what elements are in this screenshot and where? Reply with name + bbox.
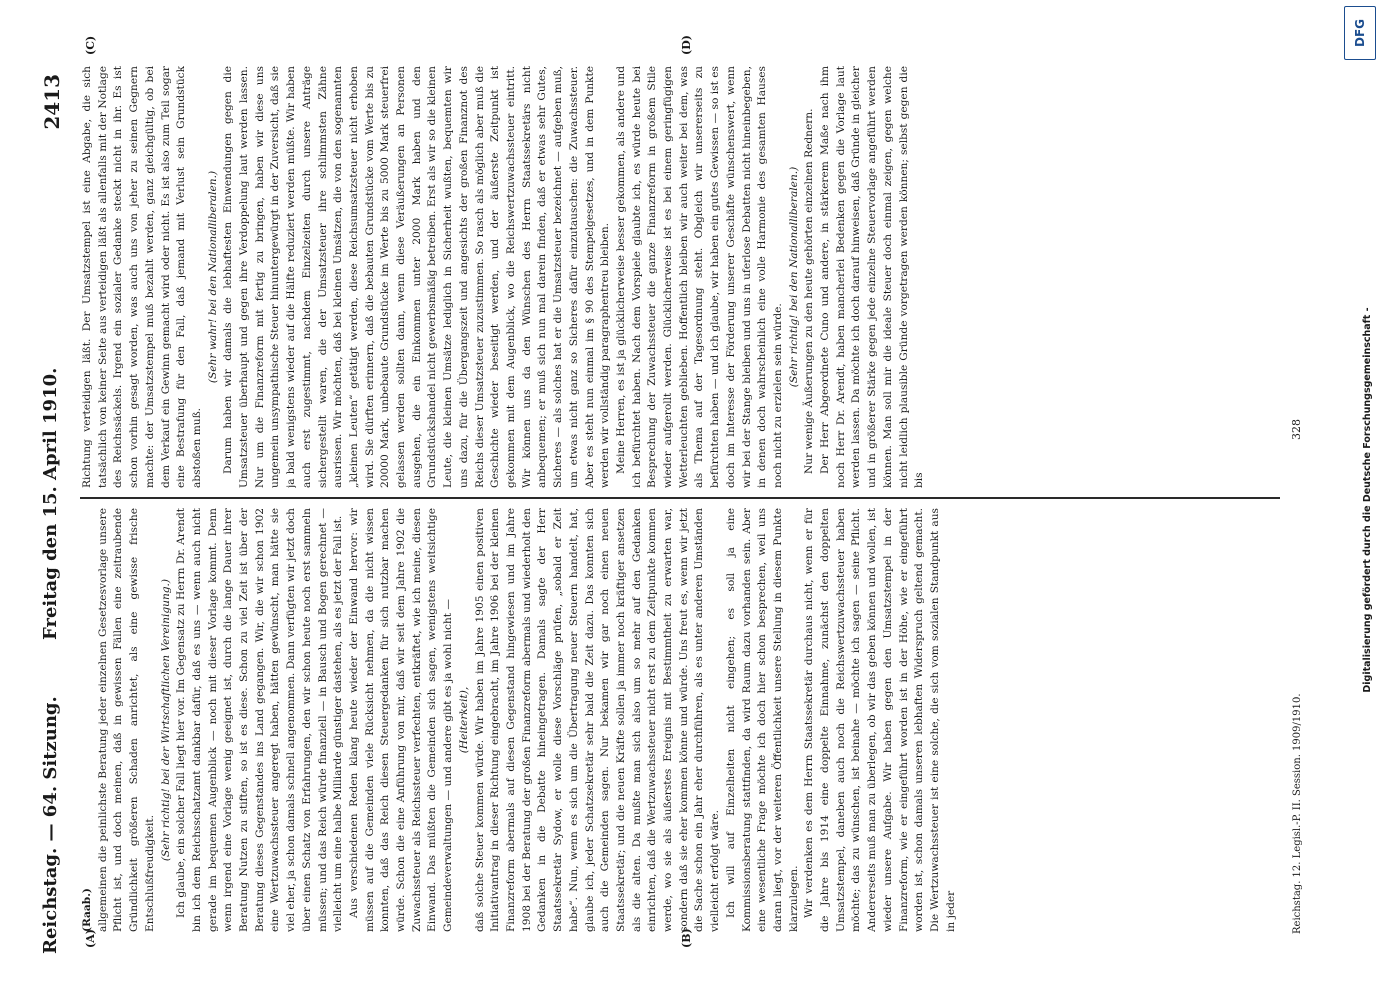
header-session: Reichstag. — 64. Sitzung.	[40, 696, 61, 954]
paragraph: Der Herr Abgeordnete Cuno und andere, in stärkerem Maße nach ihm noch Herr Dr. Arendt, haben mancherlei Bedenken gegen die Vorlage laut werden lassen. Da möchte ich doch darauf hinweisen, daß Gründe in gleicher und in größerer Stärke gegen jede einzelne Steuervorlage angeführt werden können. Man soll mir die ideale Steuer doch einmal zeigen, gegen welche nicht leidlich plausible Gründe vorgetragen werden können; selbst gegen die bis	[819, 66, 926, 488]
speaker-tag: (Raab.)	[81, 888, 93, 932]
interjection: (Sehr richtig! bei der Wirtschaftlichen Vereinigung.)	[159, 578, 172, 862]
margin-letter-a: (A)	[84, 929, 97, 948]
page-footer: Reichstag. 12. Legisl.-P. II. Session. 1909/1910.	[1292, 693, 1303, 934]
page-number: 2413	[40, 74, 64, 130]
paragraph: Meine Herren, es ist ja glücklicherweise besser gekommen, als andere und ich befürchtet haben. Nach dem Vorspiele glaubte ich, es würde heute bei Besprechung der Zuwachssteuer die ganze Finanzreform in großem Stile wieder aufgerollt werden. Glücklicherweise ist es bei einem geringfügigen Wetterleuchten geblieben. Hoffentlich bleiben wir auch weiter bei dem, was als Thema auf der Tagesordnung steht. Obgleich wir unsererseits zu befürchten haben — und ich glaube, wir haben ein gutes Gewissen — so ist es doch im Interesse der Förderung unserer Geschäfte wünschenswert, wenn wir bei der Stange bleiben und uns in uferlose Debatten nicht hineinbegeben, in denen doch wahrscheinlich eine volle Harmonie des gesamten Hauses noch nicht zu erzielen sein würde.	[614, 66, 784, 488]
paragraph: allgemeinen die peinlichste Beratung jeder einzelnen Gesetzesvorlage unsere Pflicht ist, und doch meinen, daß in gewissen Fällen eine zeitraubende Gründlichkeit größeren Schaden anrichtet, als eine gewisse frische Entschlußfreudigkeit.	[96, 508, 156, 932]
paragraph: Aus verschiedenen Reden klang heute wieder der Einwand hervor: wir müssen auf die Gemeinden viele Rücksicht nehmen, da die nicht wissen konnten, daß das Reich diesen Steuergedanken für sich nutzbar machen würde. Schon die eine Anführung von mir, daß wir seit dem Jahre 1902 die Zuwachssteuer als Reichssteuer verfechten, entkräftet, wie ich meine, diesen Einwand. Das müßten die Gemeinden sich sagen, wenigstens weitsichtige Gemeindeverwaltungen — und andere gibt es ja wohl nicht —	[347, 508, 455, 932]
paragraph: Richtung verteidigen läßt. Der Umsatzstempel ist eine Abgabe, die sich tatsächlich von keiner Seite aus verteidigen läßt als allenfalls mit der Notlage des Reichssäckels. Irgend ein sozialer Gedanke steckt nicht in ihr. Es ist schon vorhin gesagt worden, was auch uns von jeher zu seinen Gegnern machte: der Umsatzstempel muß bezahlt werden, ganz gleichgültig, ob bei dem Verkauf ein Gewinn gemacht wird oder nicht. Es ist also zum Teil sogar eine Bestrafung für den Fall, daß jemand mit Verlust sein Grundstück abstoßen muß.	[81, 66, 203, 488]
interjection: (Sehr wahr! bei den Nationalliberalen.)	[206, 170, 219, 384]
margin-letter-d: (D)	[680, 35, 693, 55]
digitization-credit: Digitalisierung gefördert durch die Deutsche Forschungsgemeinschaft -	[1362, 307, 1373, 693]
margin-letter-c: (C)	[84, 35, 97, 55]
paragraph: Nur wenige Äußerungen zu den heute gehörten einzelnen Rednern.	[803, 108, 816, 474]
paragraph: Wir verdenken es dem Herrn Staatssekretär durchaus nicht, wenn er für die Jahre bis 1914 eine doppelte Einnahme, zunächst den doppelten Umsatzstempel, daneben auch noch die Reichswertzuwachssteuer haben möchte; das zu wünschen, ist beinahe — möchte ich sagen — seine Pflicht. Andererseits muß man zu überlegen, ob wir das geben können und wollen, ist wieder unsere Aufgabe. Wir haben gegen den Umsatzstempel in der Finanzreform, wie er eingeführt worden ist in der Höhe, wie er eingeführt worden ist, schon damals unseren lebhaften Widerspruch geltend gemacht. Die Wertzuwachssteuer ist eine solche, die sich vom sozialen Standpunkt aus in jeder	[803, 508, 957, 932]
paragraph: Ich will auf Einzelheiten nicht eingehen; es soll ja eine Kommissionsberatung stattfinden, da wird Raum dazu vorhanden sein. Aber eine wesentliche Frage möchte ich doch hier schon besprechen, weil uns daran liegt, vor der weiteren Öffentlichkeit unsere Stellung in diesem Punkte klarzulegen.	[724, 508, 800, 932]
margin-letter-b: (B)	[680, 928, 693, 948]
paragraph: Ich glaube, ein solcher Fall liegt hier vor. Im Gegensatz zu Herrn Dr. Arendt bin ich dem Reichsschatzamt dankbar dafür, daß es uns — wenn auch nicht gerade im bequemen Augenblick — noch mit dieser Vorlage kommt. Denn wenn irgend eine Vorlage wenig geeignet ist, durch die lange Dauer ihrer Beratung Nutzen zu stiften, so ist es diese. Schon zu viel Zeit ist über der Beratung dieses Gegenstandes ins Land gegangen. Wir, die wir schon 1902 eine Wertzuwachssteuer angeregt haben, hätten gewünscht, man hätte sie viel eher, ja schon damals schnell angenommen. Dann verfügten wir jetzt doch über einen Schatz von Erfahrungen, den wir schon heute noch erst sammeln müssen; und das Reich würde finanziell — in Bausch und Bogen gerechnet — vielleicht um eine halbe Milliarde günstiger dastehen, als es jetzt der Fall ist.	[175, 508, 345, 932]
column-divider	[80, 497, 1280, 499]
running-header	[40, 0, 76, 1000]
dfg-logo: DFG	[1344, 6, 1376, 60]
left-column	[80, 508, 1280, 932]
page-stamp: 328	[1290, 419, 1303, 440]
paragraph: daß solche Steuer kommen würde. Wir haben im Jahre 1905 einen positiven Initiativantrag in dieser Richtung eingebracht, im Jahre 1906 bei der kleinen Finanzreform abermals auf diesen Gegenstand hingewiesen und im Jahre 1908 bei der Beratung der großen Finanzreform abermals und wiederholt den Gedanken in die Debatte hineingetragen. Damals sagte der Herr Staatssekretär Sydow, er wolle diese Vorschläge prüfen, „sobald er Zeit habe“. Nun, wenn es sich um die Übertragung neuer Steuern handelt, hat, glaube ich, jeder Schatzsekretär sehr bald die Zeit dazu. Das konnten sich auch die Gemeinden sagen. Nur bekamen wir gar noch einen neuen Staatssekretär; und die neuen Kräfte sollen ja immer noch kräftiger ansetzen als die alten. Da mußte man sich also um so mehr auf den Gedanken einrichten, daß die Wertzuwachssteuer nicht erst zu dem Zeitpunkte kommen werde, wo sie als äußerstes Ereignis mit Bestimmtheit zu erwarten war, sondern daß sie eher kommen könne und würde. Uns freut es, wenn wir jetzt die Sache schon ein Jahr eher durchführen, als es unter anderen Umständen vielleicht erfolgt wäre.	[473, 508, 722, 932]
paragraph: Darum haben wir damals die lebhaftesten Einwendungen gegen die Umsatzsteuer überhaupt und gegen ihre Verdoppelung laut werden lassen. Nur um die Finanzreform mit fertig zu bringen, haben wir diese uns ungemein unsympathische Steuer hinuntergewürgt in der Zuversicht, daß sie ja bald wenigstens wieder auf die Hälfte reduziert werden müßte. Wir haben auch erst zugestimmt, nachdem Einzelzeiten durch unsere Anträge sichergestellt waren, die der Umsatzsteuer ihre schlimmsten Zähne ausrissen. Wir möchten, daß bei kleinen Umsätzen, die von den sogenannten „kleinen Leuten“ getätigt werden, diese Reichsumsatzsteuer nicht erhoben wird. Sie dürften erinnern, daß die bebauten Grundstücke vom Werte bis zu 20000 Mark, unbebaute Grundstücke im Werte bis zu 5000 Mark steuerfrei gelassen werden sollten dann, wenn diese Veräußerungen an Personen ausgehen, die ein Einkommen unter 2000 Mark haben und den Grundstückshandel nicht gewerbsmäßig betreiben. Erst als wir so die kleinen Leute, die kleinen Umsätze lediglich in Sicherheit wußten, bequemten wir uns dazu, für die Übergangszeit und angesichts der großen Finanznot des Reichs dieser Umsatzsteuer zuzustimmen. So rasch als möglich aber muß die Geschichte wieder beseitigt werden, und der äußerste Zeitpunkt ist gekommen mit dem Augenblick, wo die Reichswertzuwachssteuer eintritt. Wir können uns da den Wünschen des Herrn Staatssekretärs nicht anbequemen; er muß sich nun mal darein finden, daß er etwas sehr Gutes, Sicheres — als solches hat er die Umsatzsteuer bezeichnet — aufgeben muß, um etwas nicht ganz so Sicheres dafür einzutauschen: die Zuwachssteuer. Aber es steht nun einmal im § 90 des Stempelgesetzes, und in dem Punkte werden wir vollständig paragraphentreu bleiben.	[222, 66, 612, 488]
right-column	[80, 66, 1280, 488]
header-date: Freitag den 15. April 1910.	[40, 367, 61, 640]
interjection: (Sehr richtig! bei den Nationalliberalen.)	[787, 166, 800, 388]
interjection: (Heiterkeit),	[457, 686, 470, 754]
